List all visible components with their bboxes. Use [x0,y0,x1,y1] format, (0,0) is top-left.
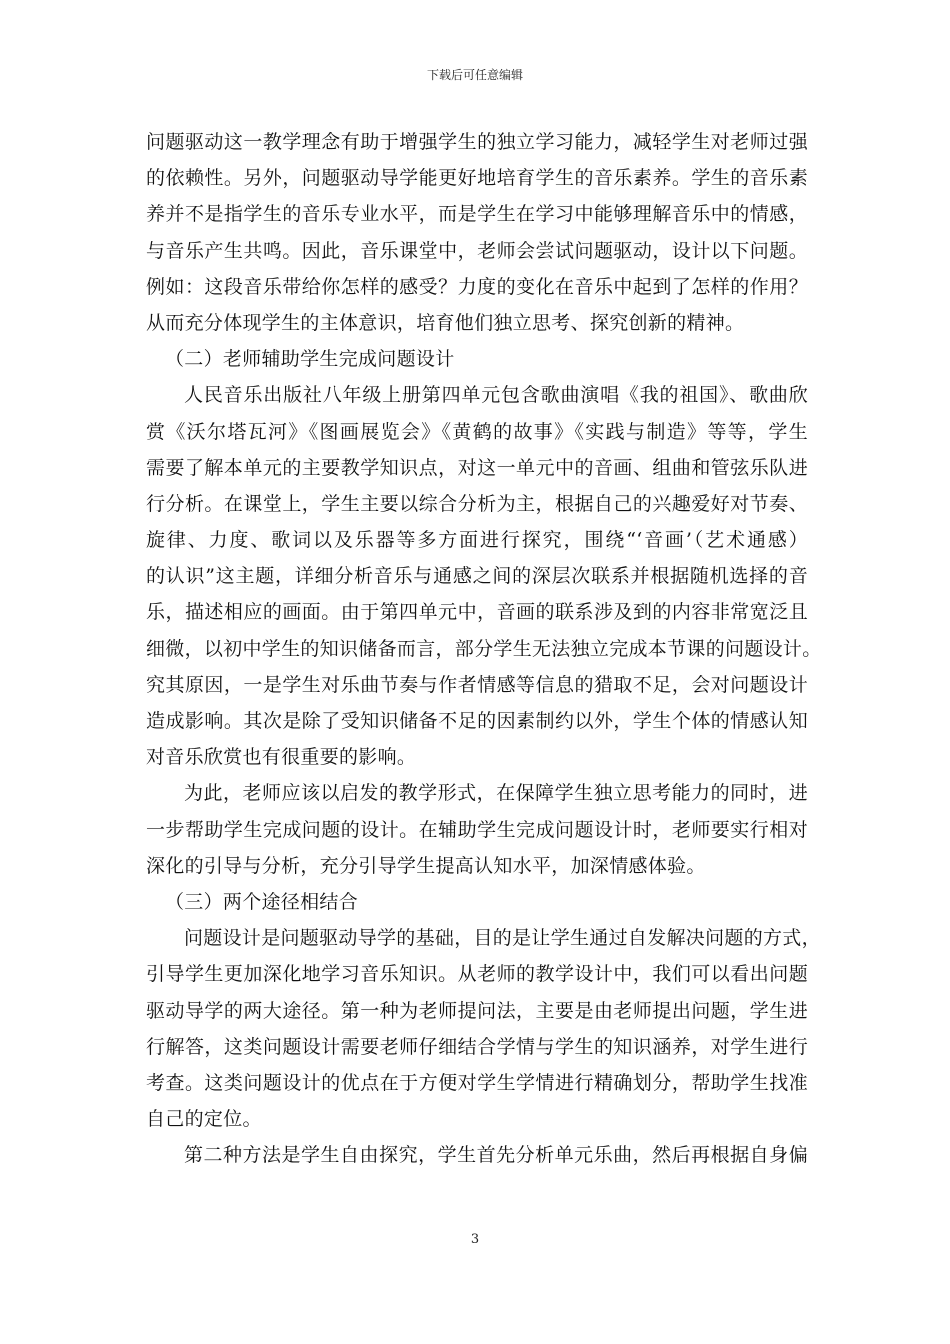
paragraph-line: 对音乐欣赏也有很重要的影响。 [146,746,417,769]
paragraph-line: 究其原因，一是学生对乐曲节奏与作者情感等信息的猎取不足，会对问题设计 [146,673,808,696]
paragraph-line: 行解答，这类问题设计需要老师仔细结合学情与学生的知识涵养，对学生进行 [146,1035,808,1058]
paragraph-line: 养并不是指学生的音乐专业水平，而是学生在学习中能够理解音乐中的情感， [146,203,808,226]
paragraph-line: 为此，老师应该以启发的教学形式，在保障学生独立思考能力的同时，进 [184,782,808,805]
paragraph-line: 造成影响。其次是除了受知识储备不足的因素制约以外，学生个体的情感认知 [146,710,808,732]
paragraph-line: 乐，描述相应的画面。由于第四单元中，音画的联系涉及到的内容非常宽泛且 [146,601,808,624]
paragraph-line: 例如：这段音乐带给你怎样的感受？力度的变化在音乐中起到了怎样的作用？ [146,275,808,298]
paragraph-line: 行分析。在课堂上，学生主要以综合分析为主，根据自己的兴趣爱好对节奏、 [146,492,808,515]
paragraph-line: 考查。这类问题设计的优点在于方便对学生学情进行精确划分，帮助学生找准 [146,1071,808,1094]
paragraph-line: 赏《沃尔塔瓦河》《图画展览会》《黄鹤的故事》《实践与制造》等等，学生 [146,420,808,443]
paragraph-line: 一步帮助学生完成问题的设计。在辅助学生完成问题设计时，老师要实行相对 [146,818,808,841]
paragraph-line: 问题设计是问题驱动导学的基础，目的是让学生通过自发解决问题的方式， [184,927,821,950]
paragraph-line: 的认识”这主题，详细分析音乐与通感之间的深层次联系并根据随机选择的音 [146,565,808,588]
paragraph-line: 从而充分体现学生的主体意识，培育他们独立思考、探究创新的精神。 [146,311,745,334]
document-body [146,124,822,1173]
paragraph-line: 深化的引导与分析，充分引导学生提高认知水平，加深情感体验。 [146,854,706,877]
section-heading: （三）两个途径相结合 [165,890,359,913]
paragraph-line: 人民音乐出版社八年级上册第四单元包含歌曲演唱《我的祖国》、歌曲欣 [184,384,808,407]
paragraph-line: 与音乐产生共鸣。因此，音乐课堂中，老师会尝试问题驱动，设计以下问题。 [146,239,808,262]
paragraph-line: 驱动导学的两大途径。第一种为老师提问法，主要是由老师提出问题，学生进 [146,999,808,1022]
paragraph-line: 细微，以初中学生的知识储备而言，部分学生无法独立完成本节课的问题设计。 [146,637,822,660]
paragraph-line: 引导学生更加深化地学习音乐知识。从老师的教学设计中，我们可以看出问题 [146,963,808,986]
paragraph-line: 需要了解本单元的主要教学知识点，对这一单元中的音画、组曲和管弦乐队进 [146,456,808,479]
paragraph-line: 旋律、力度、歌词以及乐器等多方面进行探究，围绕“‘音画’（艺术通感） [146,529,808,552]
section-heading: （二）老师辅助学生完成问题设计 [165,348,455,371]
paragraph-line: 的依赖性。另外，问题驱动导学能更好地培育学生的音乐素养。学生的音乐素 [146,167,808,190]
paragraph-line: 自己的定位。 [146,1108,262,1131]
paragraph-line: 第二种方法是学生自由探究，学生首先分析单元乐曲，然后再根据自身偏 [184,1144,808,1167]
paragraph-line: 问题驱动这一教学理念有助于增强学生的独立学习能力，减轻学生对老师过强 [146,131,808,153]
page-number: 3 [470,1232,480,1247]
page-header: 下载后可任意编辑 [426,68,523,82]
